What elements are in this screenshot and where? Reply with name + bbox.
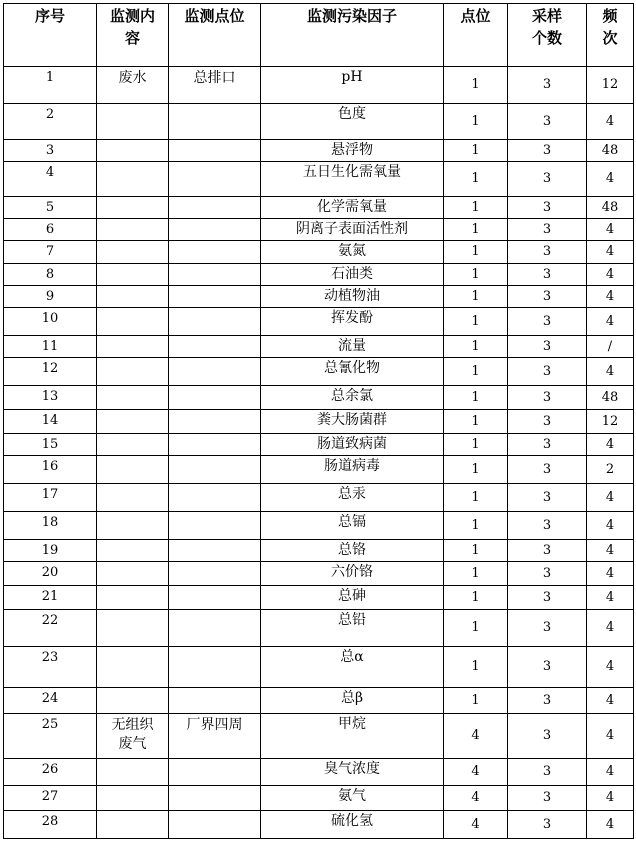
cell-samples: 3 [508, 786, 587, 811]
cell-seq: 1 [4, 67, 97, 104]
cell-point [169, 434, 261, 456]
cell-count: 1 [444, 308, 508, 336]
cell-factor: pH [261, 67, 444, 104]
cell-samples: 3 [508, 197, 587, 219]
cell-seq: 4 [4, 162, 97, 197]
cell-point [169, 610, 261, 647]
header-seq: 序号 [4, 4, 97, 67]
header-point: 监测点位 [169, 4, 261, 67]
cell-seq: 3 [4, 140, 97, 162]
cell-seq: 23 [4, 647, 97, 688]
cell-count: 1 [444, 140, 508, 162]
cell-factor: 动植物油 [261, 286, 444, 308]
header-samples: 采样个数 [508, 4, 587, 67]
cell-samples: 3 [508, 512, 587, 540]
cell-content [97, 512, 169, 540]
cell-samples: 3 [508, 67, 587, 104]
table-row [4, 540, 634, 562]
cell-samples: 3 [508, 386, 587, 410]
cell-freq: 4 [587, 688, 634, 714]
cell-freq: 48 [587, 197, 634, 219]
table-row [4, 162, 634, 197]
cell-factor: 总铬 [261, 540, 444, 562]
cell-point [169, 162, 261, 197]
table-row [4, 308, 634, 336]
cell-content [97, 358, 169, 386]
cell-content [97, 264, 169, 286]
cell-factor: 总α [261, 647, 444, 688]
cell-seq: 6 [4, 219, 97, 241]
cell-freq: 4 [587, 264, 634, 286]
cell-count: 1 [444, 67, 508, 104]
cell-seq: 21 [4, 586, 97, 610]
table-row [4, 714, 634, 759]
cell-freq: 4 [587, 484, 634, 512]
cell-count: 1 [444, 336, 508, 358]
cell-content [97, 104, 169, 140]
cell-samples: 3 [508, 286, 587, 308]
cell-factor: 粪大肠菌群 [261, 410, 444, 434]
table-row [4, 610, 634, 647]
cell-point [169, 456, 261, 484]
cell-content [97, 219, 169, 241]
cell-factor: 阴离子表面活性剂 [261, 219, 444, 241]
cell-samples: 3 [508, 336, 587, 358]
cell-count: 1 [444, 162, 508, 197]
cell-samples: 3 [508, 811, 587, 839]
table-row [4, 197, 634, 219]
cell-seq: 24 [4, 688, 97, 714]
cell-samples: 3 [508, 264, 587, 286]
cell-samples: 3 [508, 586, 587, 610]
cell-seq: 25 [4, 714, 97, 759]
table-row [4, 410, 634, 434]
cell-seq: 11 [4, 336, 97, 358]
cell-count: 1 [444, 410, 508, 434]
cell-seq: 18 [4, 512, 97, 540]
table-row [4, 336, 634, 358]
cell-factor: 挥发酚 [261, 308, 444, 336]
cell-factor: 流量 [261, 336, 444, 358]
table-row [4, 562, 634, 586]
table-row [4, 286, 634, 308]
table-row [4, 586, 634, 610]
cell-freq: 4 [587, 286, 634, 308]
cell-point [169, 759, 261, 786]
cell-seq: 28 [4, 811, 97, 839]
monitoring-table [3, 3, 634, 839]
cell-factor: 硫化氢 [261, 811, 444, 839]
cell-samples: 3 [508, 562, 587, 586]
table-row [4, 688, 634, 714]
cell-factor: 总铅 [261, 610, 444, 647]
cell-factor: 六价铬 [261, 562, 444, 586]
cell-point [169, 336, 261, 358]
cell-freq: 4 [587, 562, 634, 586]
cell-factor: 总汞 [261, 484, 444, 512]
cell-freq: 12 [587, 410, 634, 434]
cell-freq: 4 [587, 308, 634, 336]
table-row [4, 264, 634, 286]
table-row [4, 759, 634, 786]
cell-samples: 3 [508, 219, 587, 241]
cell-content [97, 386, 169, 410]
cell-samples: 3 [508, 162, 587, 197]
cell-samples: 3 [508, 759, 587, 786]
cell-factor: 总β [261, 688, 444, 714]
cell-factor: 五日生化需氧量 [261, 162, 444, 197]
cell-content [97, 410, 169, 434]
cell-factor: 总氰化物 [261, 358, 444, 386]
cell-samples: 3 [508, 241, 587, 264]
cell-count: 4 [444, 786, 508, 811]
cell-content [97, 162, 169, 197]
cell-factor: 肠道病毒 [261, 456, 444, 484]
cell-factor: 总镉 [261, 512, 444, 540]
cell-freq: 4 [587, 358, 634, 386]
cell-freq: 4 [587, 786, 634, 811]
cell-seq: 9 [4, 286, 97, 308]
cell-seq: 16 [4, 456, 97, 484]
cell-content [97, 562, 169, 586]
cell-samples: 3 [508, 456, 587, 484]
cell-content [97, 336, 169, 358]
cell-content [97, 586, 169, 610]
cell-freq: 4 [587, 540, 634, 562]
cell-count: 1 [444, 241, 508, 264]
cell-seq: 13 [4, 386, 97, 410]
cell-count: 1 [444, 647, 508, 688]
cell-count: 1 [444, 286, 508, 308]
cell-samples: 3 [508, 308, 587, 336]
table-row [4, 786, 634, 811]
cell-point: 厂界四周 [169, 714, 261, 759]
cell-point [169, 811, 261, 839]
cell-count: 1 [444, 456, 508, 484]
cell-count: 1 [444, 610, 508, 647]
table-row [4, 434, 634, 456]
header-content: 监测内容 [97, 4, 169, 67]
cell-seq: 5 [4, 197, 97, 219]
cell-samples: 3 [508, 610, 587, 647]
cell-freq: 4 [587, 714, 634, 759]
cell-point: 总排口 [169, 67, 261, 104]
cell-content [97, 759, 169, 786]
cell-count: 1 [444, 688, 508, 714]
cell-count: 1 [444, 586, 508, 610]
cell-seq: 20 [4, 562, 97, 586]
cell-point [169, 562, 261, 586]
cell-seq: 7 [4, 241, 97, 264]
cell-count: 1 [444, 358, 508, 386]
table-row [4, 241, 634, 264]
cell-content [97, 286, 169, 308]
cell-point [169, 219, 261, 241]
header-freq: 频次 [587, 4, 634, 67]
cell-content [97, 610, 169, 647]
cell-point [169, 104, 261, 140]
cell-count: 1 [444, 197, 508, 219]
cell-freq: 4 [587, 241, 634, 264]
cell-content [97, 308, 169, 336]
cell-factor: 总砷 [261, 586, 444, 610]
table-row [4, 140, 634, 162]
cell-point [169, 786, 261, 811]
cell-seq: 10 [4, 308, 97, 336]
cell-factor: 石油类 [261, 264, 444, 286]
cell-seq: 22 [4, 610, 97, 647]
cell-factor: 臭气浓度 [261, 759, 444, 786]
cell-freq: 4 [587, 512, 634, 540]
cell-seq: 26 [4, 759, 97, 786]
cell-seq: 15 [4, 434, 97, 456]
cell-samples: 3 [508, 688, 587, 714]
cell-count: 1 [444, 434, 508, 456]
header-row [4, 4, 634, 67]
cell-content [97, 647, 169, 688]
table-row [4, 647, 634, 688]
table-row [4, 358, 634, 386]
cell-content [97, 197, 169, 219]
cell-freq: 4 [587, 759, 634, 786]
cell-content [97, 540, 169, 562]
cell-count: 4 [444, 811, 508, 839]
table-row [4, 456, 634, 484]
cell-point [169, 197, 261, 219]
cell-point [169, 286, 261, 308]
cell-point [169, 386, 261, 410]
table-row [4, 104, 634, 140]
cell-content [97, 484, 169, 512]
cell-freq: 4 [587, 586, 634, 610]
cell-samples: 3 [508, 358, 587, 386]
cell-samples: 3 [508, 140, 587, 162]
cell-samples: 3 [508, 540, 587, 562]
table-row [4, 386, 634, 410]
cell-factor: 氨气 [261, 786, 444, 811]
cell-content: 废水 [97, 67, 169, 104]
cell-samples: 3 [508, 647, 587, 688]
cell-samples: 3 [508, 434, 587, 456]
cell-freq: 4 [587, 811, 634, 839]
cell-point [169, 512, 261, 540]
cell-freq: 12 [587, 67, 634, 104]
cell-freq: 48 [587, 140, 634, 162]
table-row [4, 219, 634, 241]
cell-factor: 总余氯 [261, 386, 444, 410]
cell-content [97, 688, 169, 714]
cell-freq: 2 [587, 456, 634, 484]
cell-factor: 肠道致病菌 [261, 434, 444, 456]
cell-freq: 4 [587, 162, 634, 197]
cell-seq: 12 [4, 358, 97, 386]
table-row [4, 484, 634, 512]
cell-count: 4 [444, 759, 508, 786]
cell-point [169, 688, 261, 714]
cell-point [169, 647, 261, 688]
cell-count: 1 [444, 540, 508, 562]
cell-seq: 14 [4, 410, 97, 434]
cell-factor: 氨氮 [261, 241, 444, 264]
cell-samples: 3 [508, 410, 587, 434]
cell-seq: 17 [4, 484, 97, 512]
table-row [4, 811, 634, 839]
cell-content [97, 241, 169, 264]
cell-freq: 4 [587, 219, 634, 241]
cell-point [169, 308, 261, 336]
cell-content [97, 786, 169, 811]
cell-seq: 27 [4, 786, 97, 811]
cell-seq: 8 [4, 264, 97, 286]
cell-count: 4 [444, 714, 508, 759]
cell-freq: 4 [587, 610, 634, 647]
cell-factor: 化学需氧量 [261, 197, 444, 219]
cell-samples: 3 [508, 104, 587, 140]
cell-samples: 3 [508, 714, 587, 759]
cell-freq: 48 [587, 386, 634, 410]
cell-count: 1 [444, 386, 508, 410]
cell-freq: / [587, 336, 634, 358]
cell-point [169, 241, 261, 264]
cell-count: 1 [444, 484, 508, 512]
cell-point [169, 586, 261, 610]
cell-point [169, 358, 261, 386]
cell-count: 1 [444, 219, 508, 241]
table-row [4, 67, 634, 104]
cell-factor: 甲烷 [261, 714, 444, 759]
table-row [4, 512, 634, 540]
cell-seq: 19 [4, 540, 97, 562]
cell-factor: 色度 [261, 104, 444, 140]
header-count: 点位 [444, 4, 508, 67]
cell-content [97, 140, 169, 162]
cell-count: 1 [444, 562, 508, 586]
cell-point [169, 140, 261, 162]
cell-point [169, 264, 261, 286]
cell-count: 1 [444, 512, 508, 540]
cell-content [97, 811, 169, 839]
cell-content [97, 434, 169, 456]
cell-seq: 2 [4, 104, 97, 140]
cell-count: 1 [444, 264, 508, 286]
cell-factor: 悬浮物 [261, 140, 444, 162]
cell-point [169, 540, 261, 562]
cell-count: 1 [444, 104, 508, 140]
cell-content [97, 456, 169, 484]
cell-freq: 4 [587, 434, 634, 456]
header-factor: 监测污染因子 [261, 4, 444, 67]
cell-point [169, 484, 261, 512]
cell-freq: 4 [587, 104, 634, 140]
cell-samples: 3 [508, 484, 587, 512]
cell-point [169, 410, 261, 434]
cell-content: 无组织废气 [97, 714, 169, 759]
cell-freq: 4 [587, 647, 634, 688]
